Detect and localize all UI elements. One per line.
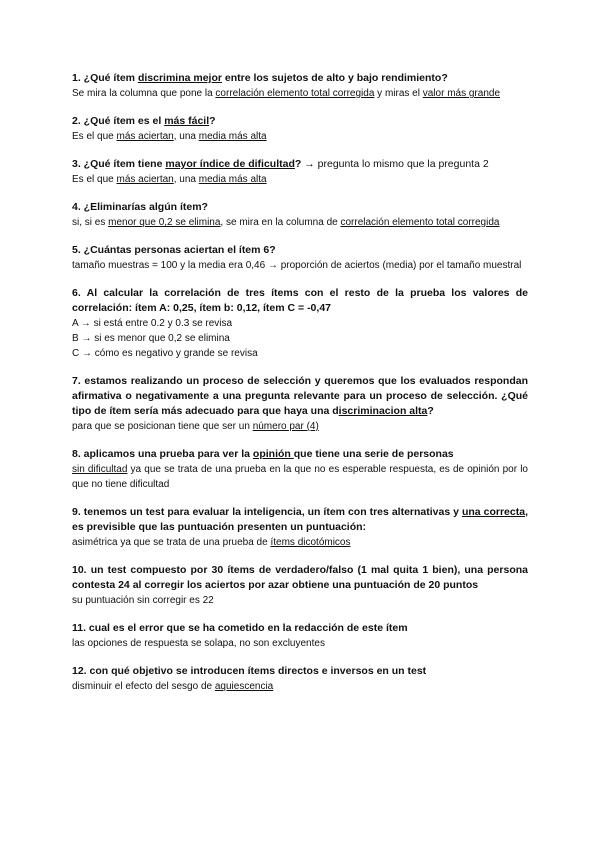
question-3-answer: Es el que más aciertan, una media más alta <box>72 174 267 185</box>
question-1-title: 1. ¿Qué ítem discrimina mejor entre los sujetos de alto y bajo rendimiento? <box>72 72 448 84</box>
question-5-title: 5. ¿Cuántas personas aciertan el ítem 6? <box>72 244 276 256</box>
question-4-answer: si, si es menor que 0,2 se elimina, se mira en la columna de correlación elemento total corregida <box>72 217 500 228</box>
question-3 <box>72 157 528 187</box>
question-4-title: 4. ¿Eliminarías algún ítem? <box>72 201 208 213</box>
question-2 <box>72 114 528 144</box>
question-11-title: 11. cual es el error que se ha cometido en la redacción de este ítem <box>72 622 408 634</box>
question-10-answer: su puntuación sin corregir es 22 <box>72 595 214 606</box>
question-1 <box>72 71 528 101</box>
question-6-answer-a: A → si está entre 0.2 y 0.3 se revisa <box>72 318 233 329</box>
question-7-answer: para que se posicionan tiene que ser un número par (4) <box>72 421 319 432</box>
question-6-answer-c: C → cómo es negativo y grande se revisa <box>72 348 258 359</box>
question-10 <box>72 563 528 608</box>
question-5-answer: tamaño muestras = 100 y la media era 0,46 → proporción de aciertos (media) por el tamaño muestral <box>72 260 522 271</box>
question-6-answer-b: B → si es menor que 0,2 se elimina <box>72 333 230 344</box>
question-12-answer: disminuir el efecto del sesgo de aquiescencia <box>72 681 274 692</box>
question-8-answer: sin dificultad ya que se trata de una prueba en la que no es esperable respuesta, es de opinión por lo que no tiene dificultad <box>72 464 528 490</box>
question-3-title: 3. ¿Qué ítem tiene mayor índice de dificultad? → pregunta lo mismo que la pregunta 2 <box>72 158 489 170</box>
question-6 <box>72 286 528 361</box>
question-2-title: 2. ¿Qué ítem es el más fácil? <box>72 115 216 127</box>
question-11 <box>72 621 528 651</box>
question-5 <box>72 243 528 273</box>
question-11-answer: las opciones de respuesta se solapa, no son excluyentes <box>72 638 325 649</box>
question-9-answer: asimétrica ya que se trata de una prueba de ítems dicotómicos <box>72 537 351 548</box>
question-4 <box>72 200 528 230</box>
question-2-answer: Es el que más aciertan, una media más alta <box>72 131 267 142</box>
question-12-title: 12. con qué objetivo se introducen ítems directos e inversos en un test <box>72 665 427 677</box>
question-10-title: 10. un test compuesto por 30 ítems de verdadero/falso (1 mal quita 1 bien), una persona contesta 24 al corregir los aciertos por azar obtiene una puntuación de 20 puntos <box>72 564 528 591</box>
question-9-title: 9. tenemos un test para evaluar la inteligencia, un ítem con tres alternativas y una correcta, es previsible que las puntuación presenten un puntuación: <box>72 506 528 533</box>
question-9 <box>72 505 528 550</box>
question-6-title: 6. Al calcular la correlación de tres ítems con el resto de la prueba los valores de correlación: ítem A: 0,25, ítem b: 0,12, ítem C = -0,47 <box>72 287 528 314</box>
question-3-note: → pregunta lo mismo que la pregunta 2 <box>301 158 489 170</box>
question-8-title: 8. aplicamos una prueba para ver la opinión que tiene una serie de personas <box>72 448 454 460</box>
question-8 <box>72 447 528 492</box>
question-1-answer: Se mira la columna que pone la correlación elemento total corregida y miras el valor más grande <box>72 88 501 99</box>
question-7 <box>72 374 528 434</box>
question-12 <box>72 664 528 694</box>
question-7-title: 7. estamos realizando un proceso de selección y queremos que los evaluados respondan afirmativa o negativamente a una pregunta relevante para un proceso de selección. ¿Qué tipo de ítem sería más adecuado para que haya una discriminacion alta? <box>72 375 528 417</box>
document-page <box>72 71 528 707</box>
